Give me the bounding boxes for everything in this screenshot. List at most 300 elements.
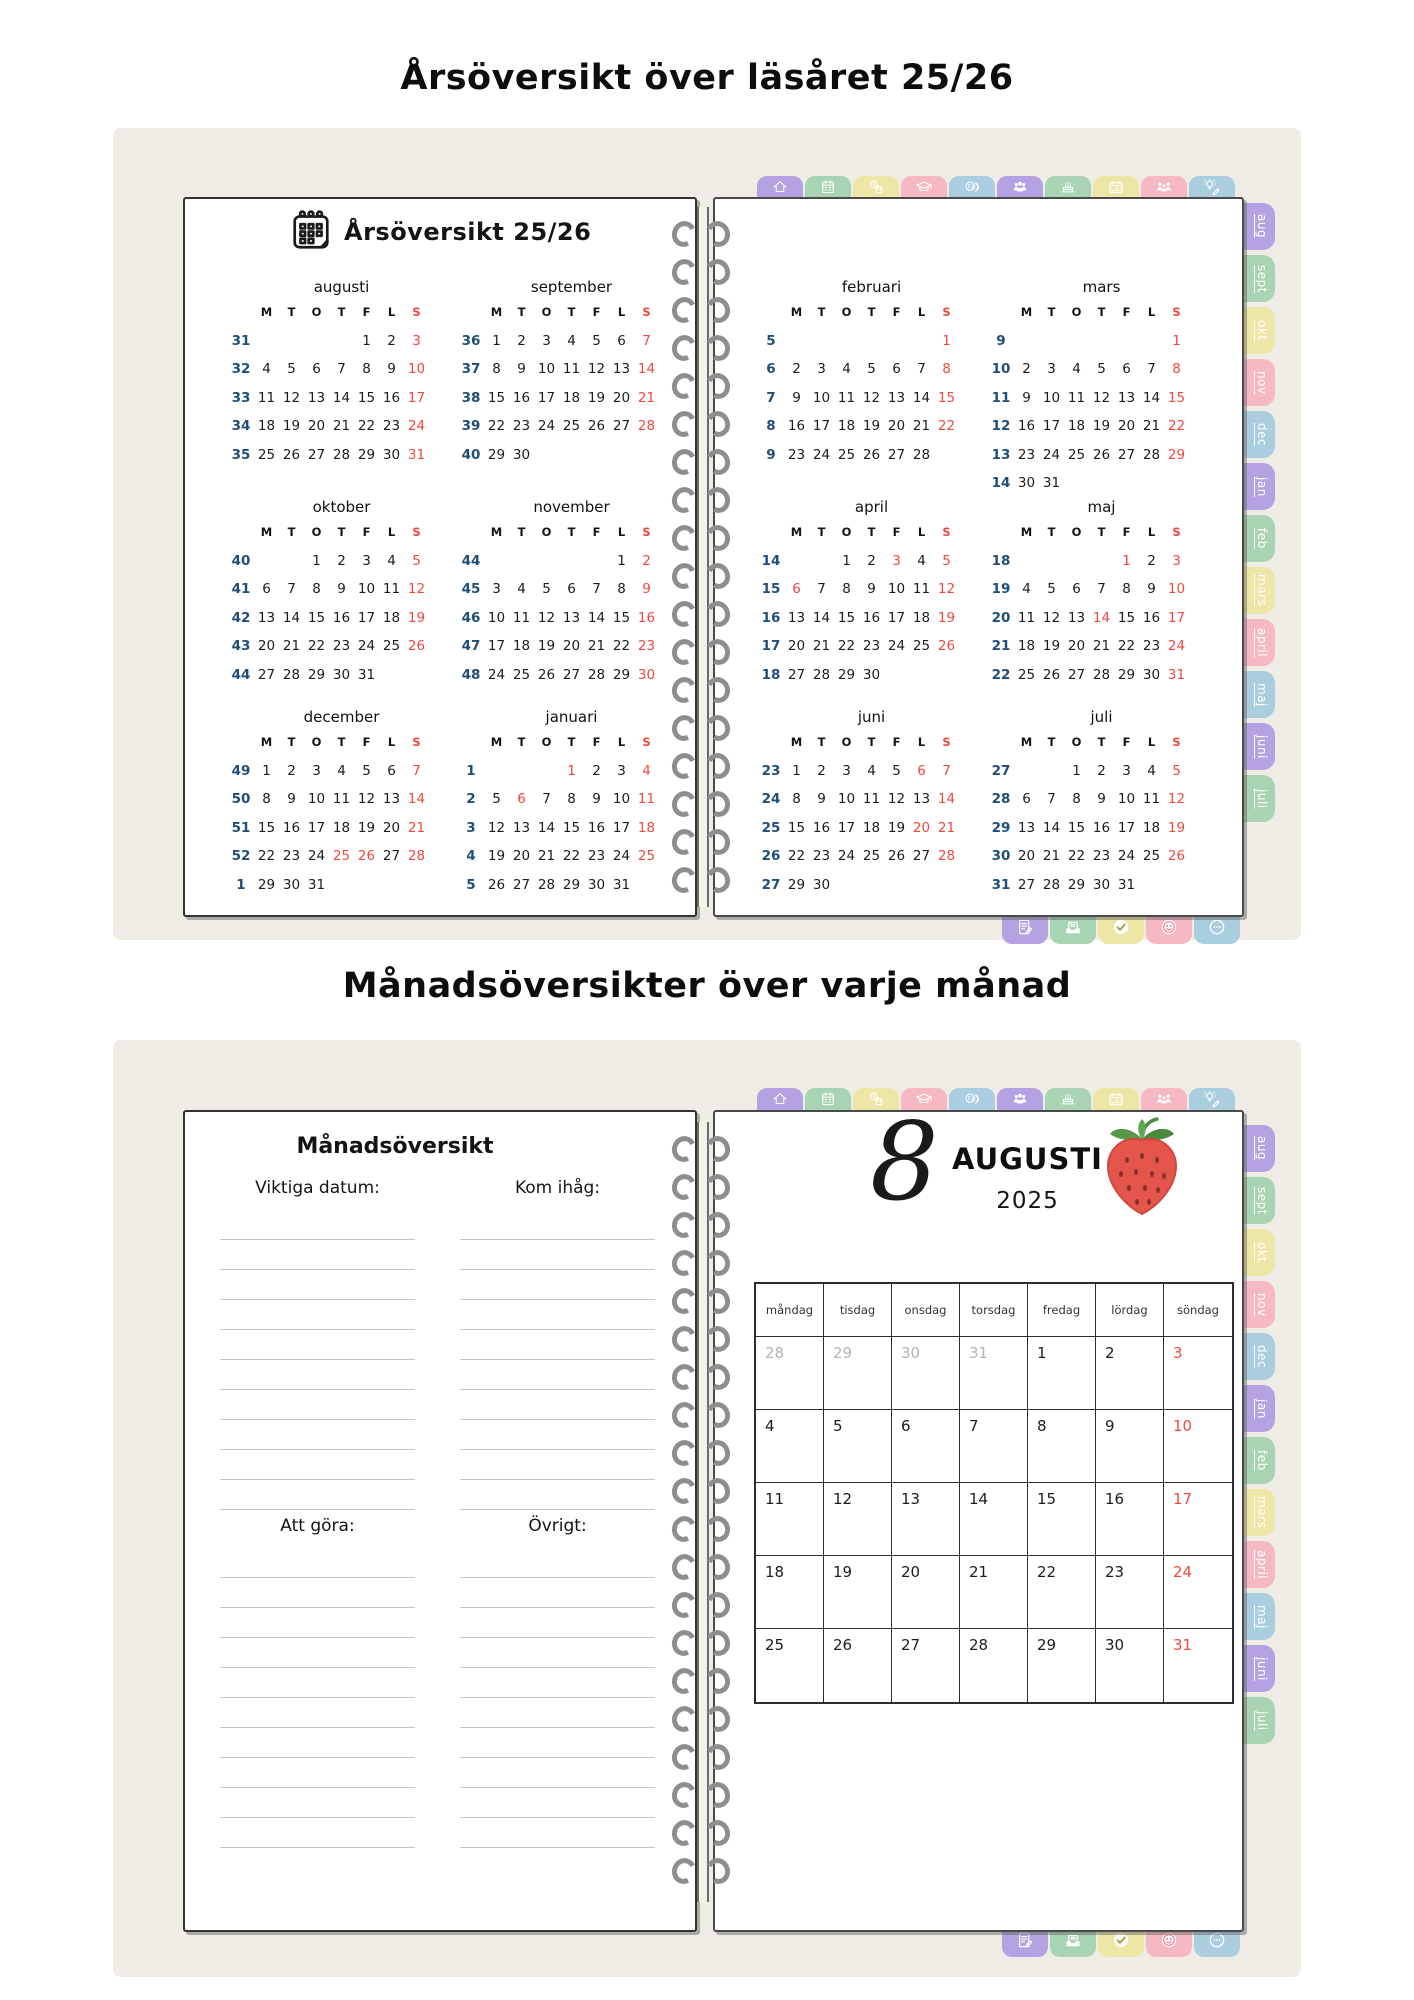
week-number: 26 — [761, 848, 781, 865]
day-cell: 11 — [562, 361, 581, 378]
spiral-binding — [669, 213, 733, 903]
week-number: 36 — [461, 332, 481, 349]
archive-icon — [1063, 917, 1083, 941]
spiral-coil — [669, 1508, 733, 1546]
day-cell: 23 — [282, 848, 301, 865]
check-icon — [1111, 917, 1131, 941]
day-cell: 9 — [1022, 389, 1031, 406]
date-cell: 15 — [1028, 1483, 1096, 1556]
day-cell: 24 — [837, 848, 856, 865]
day-cell: 29 — [612, 666, 631, 683]
day-cell: 9 — [642, 581, 651, 598]
day-cell: 18 — [512, 638, 531, 655]
day-cell: 15 — [307, 609, 326, 626]
date-cell: 20 — [892, 1556, 960, 1629]
day-header: O — [841, 525, 852, 540]
week-number: 22 — [991, 666, 1011, 683]
day-cell: 30 — [1092, 876, 1111, 893]
year-overview-header — [288, 207, 591, 257]
day-cell: 16 — [862, 609, 881, 626]
day-cell: 15 — [1067, 819, 1086, 836]
day-cell: 23 — [332, 638, 351, 655]
day-cell: 22 — [1067, 848, 1086, 865]
spiral-coil — [669, 593, 733, 631]
day-cell: 2 — [867, 552, 876, 569]
day-cell: 14 — [937, 791, 956, 808]
week-number: 5 — [466, 876, 476, 893]
day-cell: 1 — [792, 762, 801, 779]
day-cell: 1 — [567, 762, 576, 779]
spiral-coil — [669, 403, 733, 441]
day-header: M — [490, 305, 503, 320]
date-cell: 9 — [1096, 1410, 1164, 1483]
mini-month-title: april — [854, 498, 889, 516]
day-cell: 28 — [912, 446, 931, 463]
writing-line — [460, 1420, 655, 1450]
writing-line — [220, 1608, 415, 1638]
month-tab-label: juli — [1255, 788, 1269, 809]
day-cell: 6 — [312, 361, 321, 378]
day-cell: 14 — [1142, 389, 1161, 406]
day-cell: 27 — [307, 446, 326, 463]
month-tab-label: jan — [1255, 476, 1269, 497]
week-number: 50 — [231, 791, 251, 808]
week-number: 44 — [461, 552, 481, 569]
day-cell: 5 — [1097, 361, 1106, 378]
birthday-cake-icon — [1059, 178, 1077, 196]
day-cell: 6 — [1122, 361, 1131, 378]
day-header: S — [1172, 305, 1181, 320]
day-cell: 26 — [407, 638, 426, 655]
day-cell: 10 — [887, 581, 906, 598]
date-cell: 2 — [1096, 1337, 1164, 1410]
day-cell: 21 — [812, 638, 831, 655]
day-cell: 25 — [912, 638, 931, 655]
people-icon — [1011, 1090, 1029, 1108]
day-header: F — [592, 525, 601, 540]
day-cell: 27 — [1017, 876, 1036, 893]
day-cell: 24 — [487, 666, 506, 683]
check-icon — [1111, 1930, 1131, 1954]
mini-month-mars — [988, 278, 1189, 498]
date-cell: 13 — [892, 1483, 960, 1556]
day-cell: 10 — [487, 609, 506, 626]
week-number: 43 — [231, 638, 251, 655]
week-number: 48 — [461, 666, 481, 683]
week-number: 30 — [991, 848, 1011, 865]
day-cell: 11 — [512, 609, 531, 626]
day-cell: 10 — [1042, 389, 1061, 406]
monthly-overview-spread — [113, 1040, 1301, 1977]
day-cell: 30 — [282, 876, 301, 893]
writing-line — [220, 1300, 415, 1330]
week-number: 10 — [991, 361, 1011, 378]
day-cell: 21 — [587, 638, 606, 655]
day-cell: 16 — [1092, 819, 1111, 836]
day-cell: 29 — [357, 446, 376, 463]
day-cell: 15 — [937, 389, 956, 406]
day-cell: 10 — [612, 791, 631, 808]
day-cell: 2 — [592, 762, 601, 779]
writing-lines-todo — [220, 1548, 415, 1848]
day-cell: 26 — [357, 848, 376, 865]
day-header: F — [592, 735, 601, 750]
day-header: T — [817, 305, 826, 320]
monthly-overview-title: Månadsöversikt — [296, 1134, 494, 1159]
week-number: 13 — [991, 446, 1011, 463]
day-cell: 25 — [637, 848, 656, 865]
day-cell: 25 — [862, 848, 881, 865]
day-cell: 17 — [837, 819, 856, 836]
day-cell: 24 — [887, 638, 906, 655]
day-cell: 23 — [787, 446, 806, 463]
date-cell: 5 — [824, 1410, 892, 1483]
date-cell: 8 — [1028, 1410, 1096, 1483]
writing-line — [460, 1480, 655, 1510]
day-cell: 12 — [1092, 389, 1111, 406]
writing-line — [220, 1420, 415, 1450]
day-cell: 9 — [592, 791, 601, 808]
day-cell: 7 — [642, 332, 651, 349]
day-header: T — [287, 525, 296, 540]
day-header: S — [642, 525, 651, 540]
day-cell: 22 — [562, 848, 581, 865]
day-header: O — [541, 735, 552, 750]
day-cell: 29 — [562, 876, 581, 893]
day-cell: 27 — [512, 876, 531, 893]
day-header: M — [1020, 525, 1033, 540]
day-cell: 5 — [867, 361, 876, 378]
day-cell: 4 — [642, 762, 651, 779]
day-cell: 20 — [257, 638, 276, 655]
day-cell: 25 — [1017, 666, 1036, 683]
day-cell: 13 — [512, 819, 531, 836]
section-label-important-dates: Viktiga datum: — [255, 1178, 380, 1198]
day-cell: 4 — [1147, 762, 1156, 779]
mini-month-september — [458, 278, 659, 469]
mini-month-december — [228, 708, 429, 899]
day-cell: 29 — [1117, 666, 1136, 683]
day-cell: 4 — [867, 762, 876, 779]
day-header: S — [642, 305, 651, 320]
date-cell: 25 — [756, 1629, 824, 1702]
week-number: 19 — [991, 581, 1011, 598]
day-cell: 5 — [287, 361, 296, 378]
day-cell: 27 — [612, 418, 631, 435]
day-cell: 17 — [887, 609, 906, 626]
day-header: S — [412, 305, 421, 320]
day-cell: 7 — [1097, 581, 1106, 598]
day-cell: 17 — [812, 418, 831, 435]
day-header: O — [541, 305, 552, 320]
day-cell: 1 — [942, 332, 951, 349]
month-tab-label: aug — [1255, 1136, 1269, 1161]
day-cell: 11 — [1067, 389, 1086, 406]
date-cell: 31 — [1173, 1636, 1193, 1654]
day-cell: 30 — [332, 666, 351, 683]
date-cell: 26 — [824, 1629, 892, 1702]
week-number: 27 — [761, 876, 781, 893]
day-cell: 24 — [537, 418, 556, 435]
writing-line — [220, 1638, 415, 1668]
day-header: F — [892, 305, 901, 320]
day-cell: 13 — [382, 791, 401, 808]
writing-line — [460, 1548, 655, 1578]
day-cell: 8 — [1172, 361, 1181, 378]
mini-month-title: januari — [545, 708, 598, 726]
day-cell: 10 — [537, 361, 556, 378]
day-header: L — [917, 525, 926, 540]
writing-lines-other — [460, 1548, 655, 1848]
day-header: T — [1047, 305, 1056, 320]
day-cell: 2 — [817, 762, 826, 779]
day-cell: 13 — [562, 609, 581, 626]
day-cell: 16 — [282, 819, 301, 836]
writing-line — [220, 1480, 415, 1510]
day-cell: 15 — [612, 609, 631, 626]
spiral-coil — [669, 1698, 733, 1736]
month-tab-label: jan — [1255, 1398, 1269, 1419]
monthly-overview-left-page — [183, 1110, 697, 1932]
day-cell: 17 — [357, 609, 376, 626]
spiral-binding — [669, 1128, 733, 1898]
day-cell: 6 — [917, 762, 926, 779]
day-cell: 13 — [912, 791, 931, 808]
day-cell: 17 — [307, 819, 326, 836]
spiral-coil — [669, 783, 733, 821]
day-cell: 28 — [332, 446, 351, 463]
week-number: 1 — [236, 876, 246, 893]
day-cell: 17 — [1167, 609, 1186, 626]
day-cell: 14 — [332, 389, 351, 406]
week-number: 15 — [761, 581, 781, 598]
more-icon — [1207, 917, 1227, 941]
day-header: S — [412, 735, 421, 750]
day-header: T — [287, 305, 296, 320]
day-cell: 26 — [862, 446, 881, 463]
day-cell: 8 — [262, 791, 271, 808]
day-cell: 2 — [1022, 361, 1031, 378]
week-number: 4 — [466, 848, 476, 865]
day-cell: 1 — [312, 552, 321, 569]
day-header: O — [311, 735, 322, 750]
day-cell: 16 — [382, 389, 401, 406]
day-cell: 7 — [917, 361, 926, 378]
week-number: 18 — [991, 552, 1011, 569]
month-number: 8 — [870, 1100, 939, 1225]
day-cell: 21 — [282, 638, 301, 655]
mini-month-title: februari — [841, 278, 902, 296]
day-cell: 9 — [867, 581, 876, 598]
writing-line — [220, 1668, 415, 1698]
mini-month-april — [758, 498, 959, 689]
week-number: 12 — [991, 418, 1011, 435]
day-cell: 19 — [587, 389, 606, 406]
day-cell: 7 — [817, 581, 826, 598]
week-number: 35 — [231, 446, 251, 463]
day-cell: 22 — [1167, 418, 1186, 435]
month-tab-label: dec — [1255, 422, 1269, 447]
day-header: M — [260, 735, 273, 750]
day-cell: 14 — [407, 791, 426, 808]
day-cell: 18 — [382, 609, 401, 626]
family-icon — [1155, 1090, 1173, 1108]
day-cell: 8 — [617, 581, 626, 598]
writing-line — [460, 1390, 655, 1420]
day-cell: 7 — [542, 791, 551, 808]
writing-line — [220, 1818, 415, 1848]
weekday-header: fredag — [1028, 1284, 1096, 1337]
day-cell: 12 — [407, 581, 426, 598]
day-cell: 23 — [862, 638, 881, 655]
day-cell: 25 — [837, 446, 856, 463]
day-cell: 21 — [912, 418, 931, 435]
august-calendar-grid — [754, 1282, 1234, 1704]
date-cell: 18 — [756, 1556, 824, 1629]
spiral-coil — [669, 289, 733, 327]
spiral-coil — [669, 251, 733, 289]
notes-icon — [1015, 917, 1035, 941]
writing-line — [220, 1360, 415, 1390]
day-cell: 13 — [257, 609, 276, 626]
month-tab-label: mars — [1255, 574, 1269, 607]
ideas-pencil-icon — [1203, 178, 1221, 196]
day-cell: 11 — [837, 389, 856, 406]
day-cell: 17 — [612, 819, 631, 836]
day-cell: 20 — [912, 819, 931, 836]
year-calendar-icon — [819, 178, 837, 196]
day-cell: 6 — [892, 361, 901, 378]
spiral-coil — [669, 1812, 733, 1850]
day-cell: 19 — [537, 638, 556, 655]
day-cell: 31 — [1042, 475, 1061, 492]
date-cell: 14 — [960, 1483, 1028, 1556]
day-cell: 4 — [842, 361, 851, 378]
mini-month-title: juli — [1090, 708, 1113, 726]
month-tab-label: nov — [1255, 1292, 1269, 1317]
day-cell: 5 — [592, 332, 601, 349]
mini-month-title: november — [533, 498, 610, 516]
month-tab-label: april — [1255, 1549, 1269, 1580]
day-cell: 25 — [257, 446, 276, 463]
day-cell: 12 — [487, 819, 506, 836]
date-cell: 30 — [1096, 1629, 1164, 1702]
day-cell: 26 — [1092, 446, 1111, 463]
day-header: S — [412, 525, 421, 540]
writing-line — [460, 1578, 655, 1608]
day-header: T — [337, 525, 346, 540]
week-number: 17 — [761, 638, 781, 655]
spiral-coil — [669, 1318, 733, 1356]
day-cell: 17 — [1117, 819, 1136, 836]
day-header: S — [1172, 525, 1181, 540]
month-tab-label: sept — [1255, 1186, 1269, 1215]
schedule-clock-icon — [867, 178, 885, 196]
spiral-coil — [669, 517, 733, 555]
day-cell: 20 — [307, 418, 326, 435]
day-header: T — [1097, 525, 1106, 540]
day-cell: 7 — [1147, 361, 1156, 378]
day-cell: 19 — [357, 819, 376, 836]
spiral-coil — [669, 1584, 733, 1622]
day-cell: 24 — [407, 418, 426, 435]
day-cell: 15 — [357, 389, 376, 406]
day-cell: 4 — [1072, 361, 1081, 378]
spiral-coil — [669, 1242, 733, 1280]
day-header: T — [517, 305, 526, 320]
day-cell: 7 — [412, 762, 421, 779]
writing-line — [220, 1548, 415, 1578]
smiley-icon — [1159, 1930, 1179, 1954]
day-cell: 30 — [637, 666, 656, 683]
day-cell: 8 — [842, 581, 851, 598]
writing-line — [460, 1240, 655, 1270]
day-cell: 16 — [1142, 609, 1161, 626]
day-cell: 1 — [262, 762, 271, 779]
day-cell: 30 — [1142, 666, 1161, 683]
day-cell: 20 — [787, 638, 806, 655]
day-cell: 20 — [1067, 638, 1086, 655]
day-cell: 7 — [337, 361, 346, 378]
archive-icon — [1063, 1930, 1083, 1954]
day-cell: 9 — [517, 361, 526, 378]
day-cell: 15 — [1167, 389, 1186, 406]
events-calendar-icon — [1107, 178, 1125, 196]
spiral-coil — [669, 669, 733, 707]
day-cell: 11 — [637, 791, 656, 808]
day-cell: 10 — [837, 791, 856, 808]
day-cell: 9 — [387, 361, 396, 378]
section-label-remember: Kom ihåg: — [514, 1178, 601, 1198]
day-header: F — [892, 525, 901, 540]
day-cell: 1 — [1072, 762, 1081, 779]
day-cell: 20 — [1017, 848, 1036, 865]
day-cell: 6 — [262, 581, 271, 598]
strawberry-illustration — [1092, 1112, 1192, 1228]
day-cell: 31 — [612, 876, 631, 893]
day-cell: 29 — [257, 876, 276, 893]
day-header: S — [1172, 735, 1181, 750]
week-number: 7 — [766, 389, 776, 406]
day-cell: 16 — [512, 389, 531, 406]
day-cell: 7 — [1047, 791, 1056, 808]
calendar-icon — [288, 207, 334, 257]
month-tab-label: nov — [1255, 370, 1269, 395]
day-cell: 5 — [362, 762, 371, 779]
day-cell: 5 — [1172, 762, 1181, 779]
week-number: 23 — [761, 762, 781, 779]
day-header: T — [287, 735, 296, 750]
day-cell: 18 — [637, 819, 656, 836]
contact-icon — [963, 1090, 981, 1108]
day-header: T — [817, 735, 826, 750]
day-header: S — [942, 525, 951, 540]
birthday-cake-icon — [1059, 1090, 1077, 1108]
week-number: 25 — [761, 819, 781, 836]
spiral-coil — [669, 1622, 733, 1660]
day-cell: 4 — [337, 762, 346, 779]
spiral-coil — [669, 1280, 733, 1318]
writing-line — [220, 1698, 415, 1728]
home-icon — [771, 1090, 789, 1108]
day-cell: 26 — [487, 876, 506, 893]
day-cell: 25 — [382, 638, 401, 655]
date-cell: 31 — [960, 1337, 1028, 1410]
day-cell: 25 — [1067, 446, 1086, 463]
day-cell: 16 — [637, 609, 656, 626]
mini-month-title: oktober — [312, 498, 371, 516]
day-cell: 24 — [307, 848, 326, 865]
